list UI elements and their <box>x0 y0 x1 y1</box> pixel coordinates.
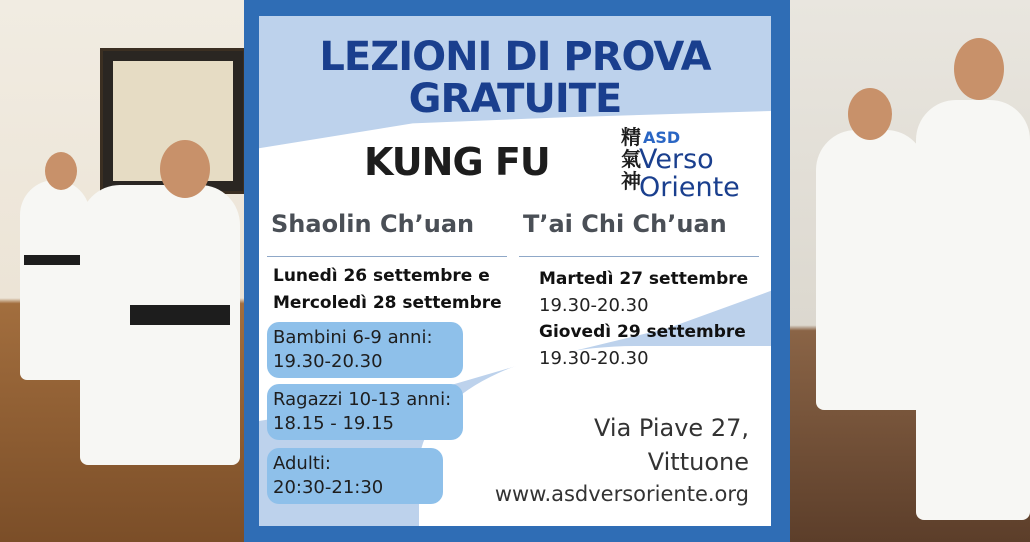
group-label-ragazzi: Ragazzi 10-13 anni: <box>273 389 452 410</box>
instructor-figure <box>80 185 240 465</box>
taichi-time-2: 19.30-20.30 <box>539 348 649 369</box>
divider-left <box>267 256 507 257</box>
shaolin-date-line1: Lunedì 26 settembre e <box>273 266 490 286</box>
title-line1: LEZIONI DI PROVA <box>319 34 711 80</box>
logo-verso: Verso <box>639 144 714 175</box>
address-line1: Via Piave 27, <box>594 414 749 442</box>
taichi-head-front <box>954 38 1004 100</box>
flyer-card <box>259 16 771 526</box>
taichi-head-back <box>848 88 892 140</box>
logo-cjk-characters: 精氣神 <box>621 125 641 193</box>
title-line2: GRATUITE <box>408 76 622 122</box>
shaolin-title: Shaolin Ch’uan <box>271 210 475 238</box>
logo-oriente: Oriente <box>639 172 740 203</box>
student-head <box>45 152 77 190</box>
shaolin-date-line2: Mercoledì 28 settembre <box>273 293 502 313</box>
instructor-belt <box>130 305 230 325</box>
group-time-adulti: 20:30-21:30 <box>273 477 384 498</box>
taichi-time-1: 19.30-20.30 <box>539 295 649 316</box>
student-belt <box>24 255 88 265</box>
taichi-title: T’ai Chi Ch’uan <box>523 210 727 238</box>
group-label-bambini: Bambini 6-9 anni: <box>273 327 433 348</box>
photo-left-karate <box>0 0 248 542</box>
taichi-figure-back <box>816 130 926 410</box>
instructor-head <box>160 140 210 198</box>
divider-right <box>519 256 759 257</box>
kungfu-heading: KUNG FU <box>364 140 550 184</box>
group-label-adulti: Adulti: <box>273 453 331 474</box>
taichi-figure-front <box>916 100 1030 520</box>
taichi-day-1: Martedì 27 settembre <box>539 269 749 289</box>
taichi-day-2: Giovedì 29 settembre <box>539 322 746 342</box>
logo-asd: ASD <box>643 128 681 147</box>
website-link[interactable]: www.asdversoriente.org <box>494 482 749 506</box>
photo-right-taichi <box>786 0 1030 542</box>
group-time-ragazzi: 18.15 - 19.15 <box>273 413 394 434</box>
address-line2: Vittuone <box>647 448 749 476</box>
group-time-bambini: 19.30-20.30 <box>273 351 383 372</box>
